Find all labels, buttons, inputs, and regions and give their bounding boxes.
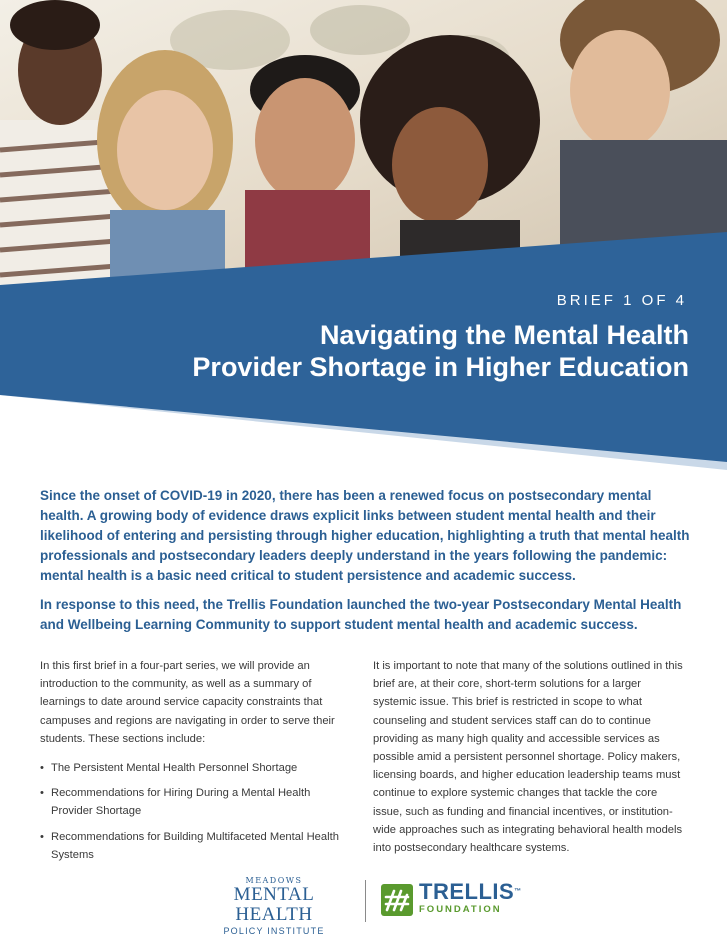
trellis-logo-sub: FOUNDATION: [419, 904, 502, 915]
title-line-1: Navigating the Mental Health: [319, 320, 689, 350]
meadows-logo-sub: POLICY INSTITUTE: [223, 926, 325, 936]
list-item: • Recommendations for Hiring During a Mental Health Provider Shortage: [40, 784, 340, 820]
trellis-logo-icon: [380, 883, 414, 917]
left-column: [40, 657, 340, 871]
trellis-logo-name: TRELLIS™: [419, 879, 522, 904]
right-column: [373, 657, 683, 857]
trellis-logo: [419, 880, 522, 915]
right-column-text: It is important to note that many of the solutions outlined in this brief are, at their core, short-term solutions for a larger systemic issue. This brief is restricted in scope to what counseling and student services staff can do to continue providing as many high quality and accessible services as possible amid a persistent personnel shortage. Policy makers, licensing boards, and higher education leadership teams must continue to explore systemic changes that tackle the core issue, such as funding and financial incentives, or institution-wide approaches such as integrating behavioral health models into postsecondary healthcare systems.: [373, 660, 683, 855]
meadows-logo: [194, 876, 354, 936]
logo-divider: [365, 880, 366, 922]
list-item: • The Persistent Mental Health Personnel Shortage: [40, 759, 340, 777]
brief-number: BRIEF 1 OF 4: [556, 292, 687, 309]
intro-paragraph-1: Since the onset of COVID-19 in 2020, there has been a renewed focus on postsecondary mental health. A growing body of evidence draws explicit links between student mental health and their likelihood of entering and persisting through higher education, highlighting a truth that mental health professionals and postsecondary leaders deeply understand in the years following the pandemic: mental health is a basic need critical to student persistence and academic success.: [40, 488, 690, 583]
intro-paragraph-2: In response to this need, the Trellis Foundation launched the two-year Postsecondary Mental Health and Wellbeing Learning Community to support student mental health and academic success.: [40, 597, 682, 632]
page-title: [49, 319, 689, 383]
meadows-logo-top: MEADOWS: [245, 876, 303, 885]
title-line-2: Provider Shortage in Higher Education: [192, 352, 689, 382]
left-column-text: In this first brief in a four-part series, we will provide an introduction to the community, as well as a summary of learnings to date around service capacity constraints that campuses and regions are navigating in order to serve their students. These sections include:: [40, 660, 335, 745]
section-list: [40, 759, 340, 864]
list-item: • Recommendations for Building Multifaceted Mental Health Systems: [40, 828, 340, 864]
meadows-logo-main: MENTAL HEALTH: [233, 884, 315, 925]
banner-shape: [0, 0, 727, 470]
intro-section: [40, 486, 690, 635]
